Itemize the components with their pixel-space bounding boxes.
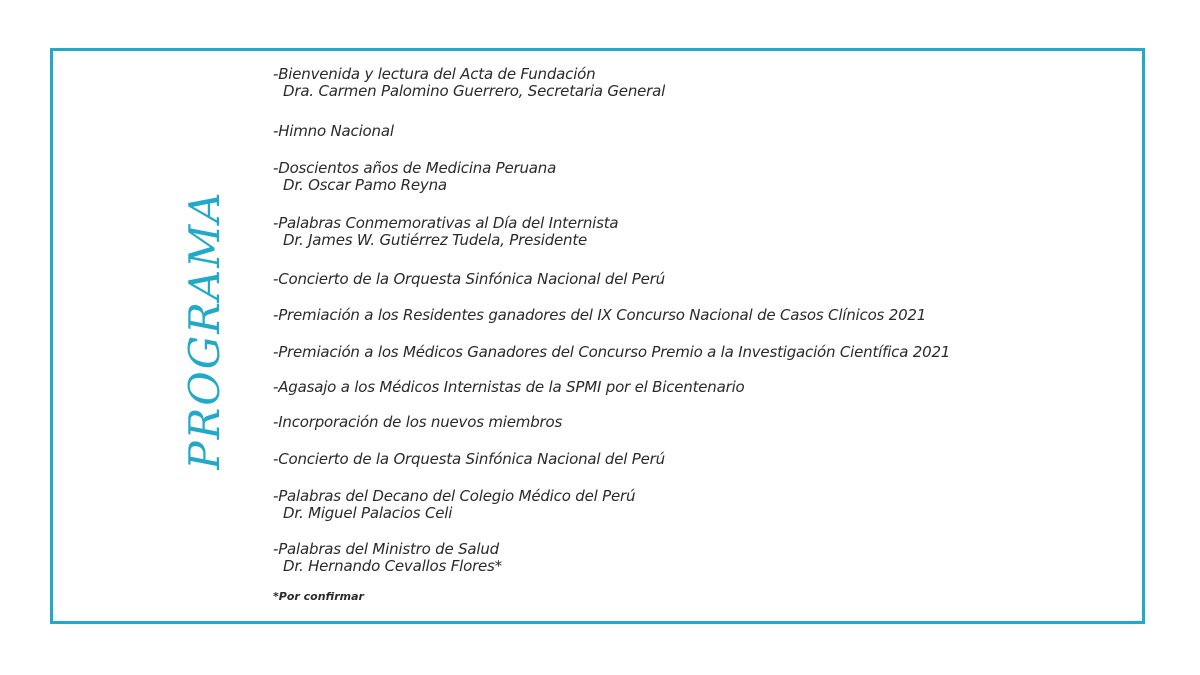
- program-item: [273, 488, 635, 522]
- program-item: [273, 451, 665, 468]
- program-item: [273, 541, 502, 575]
- program-item-title: -Concierto de la Orquesta Sinfónica Nacional del Perú: [273, 450, 665, 468]
- program-item: [273, 271, 665, 288]
- program-item-title: -Doscientos años de Medicina Peruana: [273, 159, 557, 177]
- program-item: [273, 379, 745, 396]
- program-item-title: -Bienvenida y lectura del Acta de Fundación: [273, 65, 596, 83]
- program-item: [273, 414, 562, 431]
- program-item: [273, 160, 556, 194]
- program-item: [273, 66, 665, 100]
- program-item: [273, 307, 926, 324]
- program-item-subtitle: Dr. Hernando Cevallos Flores*: [283, 557, 502, 575]
- program-item-title: -Palabras del Decano del Colegio Médico del Perú: [273, 487, 636, 505]
- program-item-title: -Palabras Conmemorativas al Día del Internista: [273, 214, 619, 232]
- footnote: *Por confirmar: [273, 590, 364, 603]
- program-item-title: -Premiación a los Residentes ganadores del IX Concurso Nacional de Casos Clínicos 2021: [273, 306, 927, 324]
- program-item-subtitle: Dr. James W. Gutiérrez Tudela, Presidente: [283, 231, 588, 249]
- program-item-title: -Premiación a los Médicos Ganadores del Concurso Premio a la Investigación Científica 2021: [273, 343, 951, 361]
- program-item-title: -Concierto de la Orquesta Sinfónica Nacional del Perú: [273, 270, 665, 288]
- program-item-title: -Agasajo a los Médicos Internistas de la SPMI por el Bicentenario: [273, 378, 745, 396]
- program-item: [273, 215, 618, 249]
- program-item: [273, 344, 950, 361]
- program-item-subtitle: Dr. Miguel Palacios Celi: [283, 504, 453, 522]
- program-item-subtitle: Dr. Oscar Pamo Reyna: [283, 176, 447, 194]
- program-item: [273, 123, 394, 140]
- program-item-title: -Incorporación de los nuevos miembros: [273, 413, 563, 431]
- program-item-title: -Palabras del Ministro de Salud: [273, 540, 499, 558]
- program-item-title: -Himno Nacional: [273, 122, 394, 140]
- program-item-subtitle: Dra. Carmen Palomino Guerrero, Secretaria General: [283, 82, 666, 100]
- program-side-title: PROGRAMA: [180, 190, 229, 470]
